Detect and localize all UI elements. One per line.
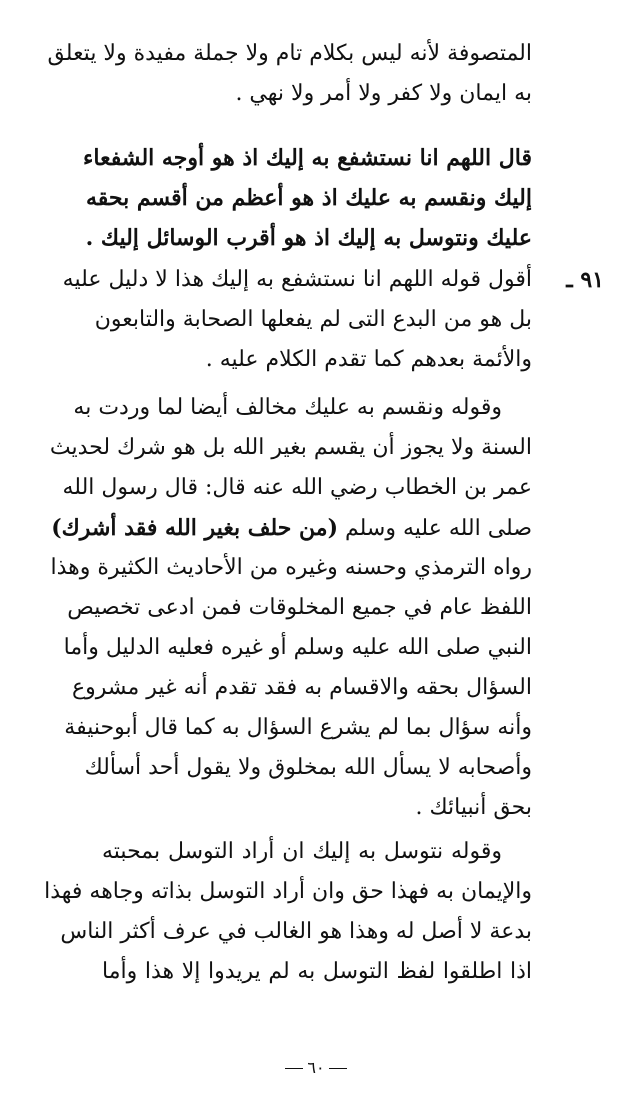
text-line: وقوله نتوسل به إليك ان أراد التوسل بمحبته xyxy=(102,839,502,864)
paragraph-intercession xyxy=(44,832,532,992)
text-line: وقوله ونقسم به عليك مخالف أيضا لما وردت به xyxy=(73,395,502,420)
text-line: السؤال بحقه والاقسام به فقد تقدم أنه غير مشروع xyxy=(72,675,532,700)
text-line: بدعة لا أصل له وهذا هو الغالب في عرف أكثر الناس xyxy=(60,919,532,944)
text-line: وأصحابه لا يسأل الله بمخلوق ولا يقول أحد أسألك xyxy=(84,755,532,780)
page-number xyxy=(0,1058,632,1077)
text-line: بحق أنبيائك . xyxy=(415,795,532,820)
text-line: والإيمان به فهذا حق وان أراد التوسل بذاته وجاهه فهذا xyxy=(44,879,532,904)
paragraph-intro xyxy=(47,34,532,114)
text-line-hadith xyxy=(51,508,532,548)
item-number: ٩١ ـ xyxy=(566,267,604,293)
text-line: بل هو من البدع التى لم يفعلها الصحابة والتابعون xyxy=(94,307,532,332)
text-line: السنة ولا يجوز أن يقسم بغير الله بل هو شرك لحديث xyxy=(49,435,532,460)
dash-ornament xyxy=(285,1068,303,1069)
text-line: وأنه سؤال بما لم يشرع السؤال به كما قال أبوحنيفة xyxy=(64,715,532,740)
text-line: والأئمة بعدهم كما تقدم الكلام عليه . xyxy=(205,347,532,372)
text-line: رواه الترمذي وحسنه وغيره من الأحاديث الكثيرة وهذا xyxy=(50,555,532,580)
text-line: به ايمان ولا كفر ولا أمر ولا نهي . xyxy=(235,81,532,106)
text-line: اذا اطلقوا لفظ التوسل به لم يريدوا إلا هذا وأما xyxy=(102,959,532,984)
paragraph-commentary xyxy=(62,260,532,380)
page-number-value: ٦٠ xyxy=(307,1058,325,1077)
text-line: المتصوفة لأنه ليس بكلام تام ولا جملة مفيدة ولا يتعلق xyxy=(47,41,532,66)
paragraph-oath xyxy=(49,388,532,828)
text-line: اللفظ عام في جميع المخلوقات فمن ادعى تخصيص xyxy=(67,595,532,620)
text-line: عليك ونتوسل به إليك اذ هو أقرب الوسائل إليك . xyxy=(85,225,532,251)
text-fragment: صلى الله عليه وسلم xyxy=(345,516,532,541)
text-line: عمر بن الخطاب رضي الله عنه قال: قال رسول الله xyxy=(62,475,532,500)
text-line: النبي صلى الله عليه وسلم أو غيره فعليه الدليل وأما xyxy=(63,635,532,660)
text-line: أقول قوله اللهم انا نستشفع به إليك هذا لا دليل عليه xyxy=(62,267,532,292)
quoted-supplication xyxy=(83,138,532,258)
text-line: إليك ونقسم به عليك اذ هو أعظم من أقسم بحقه xyxy=(85,185,532,211)
dash-ornament xyxy=(329,1068,347,1069)
hadith-quote: (من حلف بغير الله فقد أشرك) xyxy=(51,515,338,541)
text-line: قال اللهم انا نستشفع به إليك اذ هو أوجه الشفعاء xyxy=(83,145,532,171)
